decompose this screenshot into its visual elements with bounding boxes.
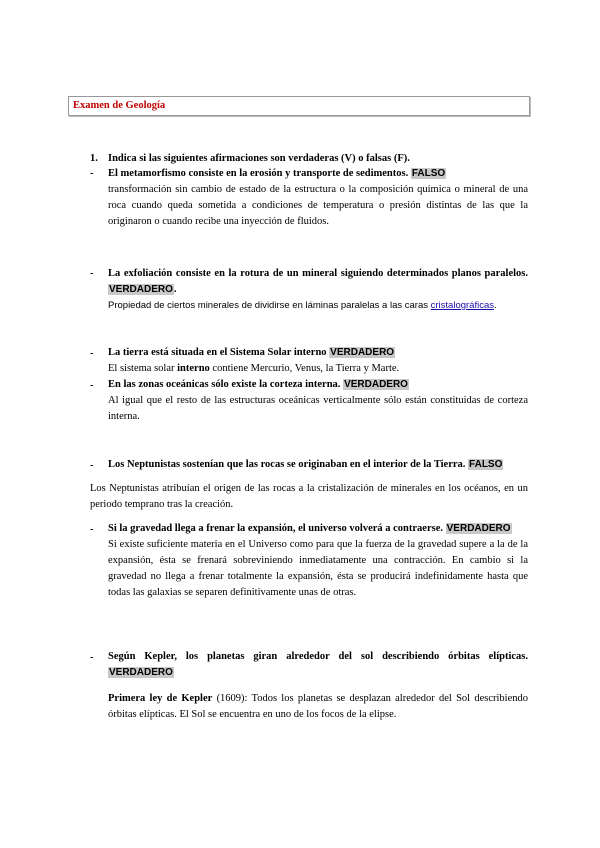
bullet-dash: - (90, 268, 94, 279)
statement-item (90, 166, 528, 230)
answer-badge: VERDADERO (330, 347, 395, 358)
explanation-text: Al igual que el resto de las estructuras oceánicas verticalmente sólo están constituidas de corteza interna. (108, 395, 528, 422)
statement-text: El metamorfismo consiste en la erosión y transporte de sedimentos. (108, 168, 409, 179)
question-heading (90, 151, 528, 167)
crystallographic-link[interactable]: cristalográficas (430, 300, 494, 311)
statement-text: Si la gravedad llega a frenar la expansión, el universo volverá a contraerse. (108, 523, 444, 534)
explanation-text: Si existe suficiente materia en el Universo como para que la fuerza de la gravedad supere a la de la expansión, ésta se frenará sobreviniendo inmediatamente una contracción. En cambio si la gravedad no llega a frenar totalmente la expansión, ésta se producirá indefinidamente hasta que todas las galaxias se separen definitivamente unas de otras. (108, 539, 528, 598)
explanation-text: Los Neptunistas atribuían el origen de las rocas a la cristalización de minerales en los océanos, en un periodo temprano tras la creación. (90, 483, 528, 510)
bullet-dash: - (90, 460, 94, 471)
bullet-dash: - (90, 652, 94, 663)
statement-item (90, 649, 528, 723)
explanation-text: El sistema solar interno contiene Mercurio, Venus, la Tierra y Marte. (108, 363, 400, 374)
answer-badge: VERDADERO (344, 379, 408, 390)
answer-badge: FALSO (469, 459, 503, 470)
bullet-dash: - (90, 168, 94, 179)
statement-item (90, 345, 528, 377)
exam-title: Examen de Geología (68, 96, 530, 116)
bullet-dash: - (90, 524, 94, 535)
bullet-dash: - (90, 348, 94, 359)
explanation-text: Propiedad de ciertos minerales de dividirse en láminas paralelas a las caras cristalográficas. (108, 300, 497, 311)
answer-badge: VERDADERO (109, 284, 173, 295)
answer-badge: VERDADERO (109, 667, 173, 678)
answer-badge: FALSO (411, 168, 446, 179)
statement-text: La exfoliación consiste en la rotura de un mineral siguiendo determinados planos paralelos. (108, 268, 528, 279)
bullet-dash: - (90, 380, 94, 391)
statement-text: Los Neptunistas sostenían que las rocas se originaban en el interior de la Tierra. (108, 459, 466, 470)
answer-badge: VERDADERO (446, 523, 511, 534)
explanation-text: Primera ley de Kepler (1609): Todos los planetas se desplazan alrededor del Sol describiendo órbitas elípticas. El Sol se encuentra en uno de los focos de la elipse. (108, 693, 528, 720)
statement-item (90, 521, 528, 601)
statement-item (90, 457, 528, 473)
statement-item: La exfoliación consiste en la rotura de un mineral siguiendo determinados planos paralelos. VERDADERO. Propiedad de ciertos minerales de dividirse en láminas paralelas a las caras cristalográficas. (90, 266, 528, 314)
statement-item (90, 377, 528, 425)
statement-text: En las zonas oceánicas sólo existe la corteza interna. (108, 379, 341, 390)
question-number: 1. (90, 153, 98, 164)
explanation-text: transformación sin cambio de estado de la estructura o la composición química o mineral de una roca cuando queda sometida a condiciones de temperatura o presión distintas de las que la originaron o cuando recibe una inyección de fluidos. (108, 184, 528, 227)
statement-text: La tierra está situada en el Sistema Solar interno (108, 347, 327, 358)
statement-text: Según Kepler, los planetas giran alrededor del sol describiendo órbitas elípticas. (108, 651, 528, 662)
question-heading-text: Indica si las siguientes afirmaciones son verdaderas (V) o falsas (F). (108, 153, 410, 164)
